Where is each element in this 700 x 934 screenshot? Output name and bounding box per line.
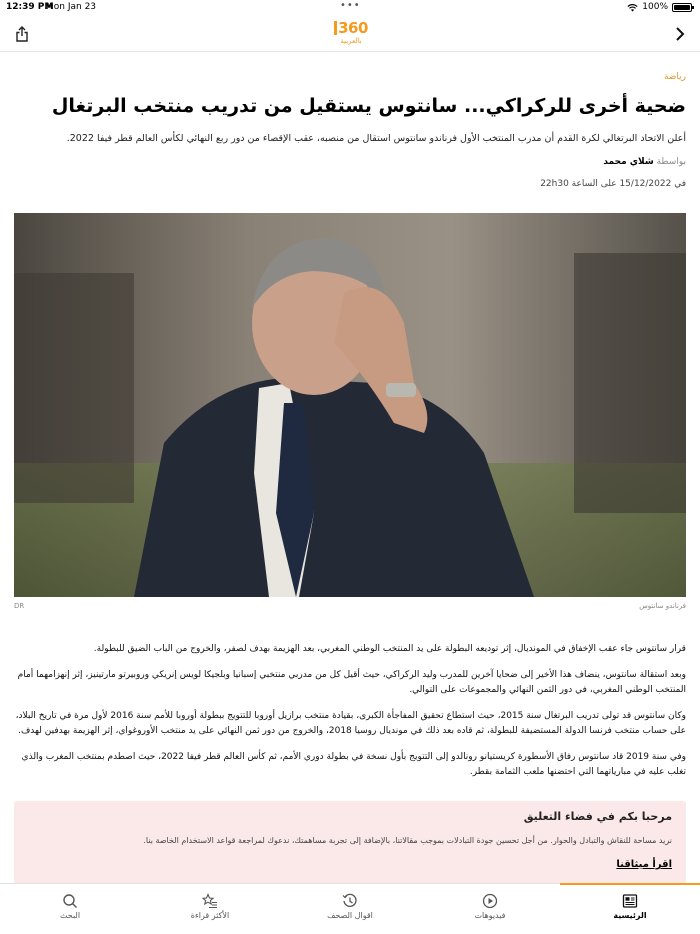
paragraph: وبعد استقالة سانتوس، ينضاف هذا الأخير إلى ضحايا آخرين للمدرب وليد الركراكي، حيث أقيل كل من مدربي منتخبي إسبانيا وبلجيكا لويس إنريكي وروبيرتو مارتينيز، إثر إنهزامهما أمام المنتخب الوطني المغربي، في دور الثمن النهائي والمجموعات على التوالي. [17, 670, 686, 695]
paragraph: وكان سانتوس قد تولى تدريب البرتغال سنة 2015، حيث استطاع تحقيق المفاجأة الكبرى، بقيادة منتخب برازيل أوروبا للتتويج ببطولة أوروبا للأمم سنة 2016 لأول مرة في تاريخ البلاد، على حساب منتخب فرنسا الدولة المستضيفة للبطولة، ثم قاده بعد ذلك في مونديال روسيا 2018، والخروج من دور ثمن النهائي على يد منتخب الأوروغواي، إثر الهزيمة بهدفين لهدف. [15, 711, 686, 736]
back-button[interactable] [670, 23, 690, 45]
comment-title: مرحبا بكم في فضاء التعليق [523, 810, 672, 823]
battery-percent: 100% [642, 2, 668, 12]
bottom-tab-bar [0, 883, 700, 934]
tab-videos[interactable] [420, 884, 560, 934]
article-lead: أعلن الاتحاد البرتغالي لكرة القدم أن مدرب المنتخب الأول فرناندو سانتوس استقال من منصبه، عقب الإقصاء من دور ربع النهائي لكأس العالم قطر فيفا 2022. [66, 133, 686, 144]
logo-text: 360 [338, 19, 368, 37]
newspaper-icon [622, 893, 638, 909]
comment-text: نريد مساحة للنقاش والتبادل والحوار. من أجل تحسين جودة التبادلات بموجب مقالاتنا، بالإضافة إلى تجربة مساهمتك، ندعوك لمراجعة قواعد الاستخدام الخاصة بنا. [143, 836, 672, 845]
play-icon [482, 893, 498, 909]
comment-welcome-box [14, 801, 686, 884]
author-name[interactable]: شلاي محمد [603, 157, 654, 167]
share-icon [15, 26, 29, 42]
search-icon [62, 893, 78, 909]
chevron-right-icon [675, 26, 685, 42]
category-link[interactable]: رياضة [663, 72, 686, 82]
status-time: 12:39 PM [6, 2, 54, 12]
battery-icon [672, 3, 692, 12]
article-photo [14, 213, 686, 597]
tab-search[interactable] [0, 884, 140, 934]
status-bar [0, 0, 700, 16]
article-body [14, 642, 686, 791]
byline-prefix: بواسطة [656, 157, 686, 167]
article-headline: ضحية أخرى للركراكي... سانتوس يستقيل من تدريب منتخب البرتغال [51, 95, 686, 117]
tab-label: اقوال الصحف [327, 911, 373, 920]
tab-press-review[interactable] [280, 884, 420, 934]
history-icon [342, 893, 358, 909]
tab-label: البحث [59, 911, 81, 920]
coach-photo-illustration [14, 213, 686, 597]
nav-header [0, 16, 700, 52]
tab-home[interactable] [560, 884, 700, 934]
wifi-icon [627, 3, 638, 12]
tab-most-read[interactable] [140, 884, 280, 934]
status-indicators [627, 2, 692, 12]
photo-credit: DR [14, 602, 25, 610]
byline [603, 157, 686, 167]
logo-subtitle: بالعربية [340, 37, 362, 45]
tab-label: الرئيسية [613, 911, 647, 920]
publish-date: في 15/12/2022 على الساعة 22h30 [540, 179, 686, 189]
charter-link[interactable]: اقرأ ميثاقنا [616, 859, 672, 870]
star-list-icon [202, 893, 218, 909]
paragraph: وفي سنة 2019 قاد سانتوس رفاق الأسطورة كريستيانو رونالدو إلى التتويج بأول نسخة في بطولة دوري الأمم، ثم كأس العالم قطر فيفا 2022، حيث اصطدم بمنتخب المغرب والذي تغلب عليه في مبارياتهما التي احتضنها ملعب الثمامة بقطر. [21, 752, 686, 777]
status-date: Mon Jan 23 [46, 2, 97, 12]
photo-caption: فرناندو سانتوس [639, 602, 686, 610]
multitask-dots[interactable]: ••• [340, 0, 361, 11]
tab-label: الأكثر قراءة [190, 911, 230, 920]
paragraph: قرار سانتوس جاء عقب الإخفاق في المونديال، إثر توديعه البطولة على يد المنتخب الوطني المغربي، بعد الهزيمة بهدف لصفر، والخروج من الباب الضيق للبطولة. [93, 644, 686, 654]
tab-label: فيديوهات [474, 911, 506, 920]
site-logo[interactable] [330, 19, 372, 49]
share-button[interactable] [12, 24, 32, 44]
